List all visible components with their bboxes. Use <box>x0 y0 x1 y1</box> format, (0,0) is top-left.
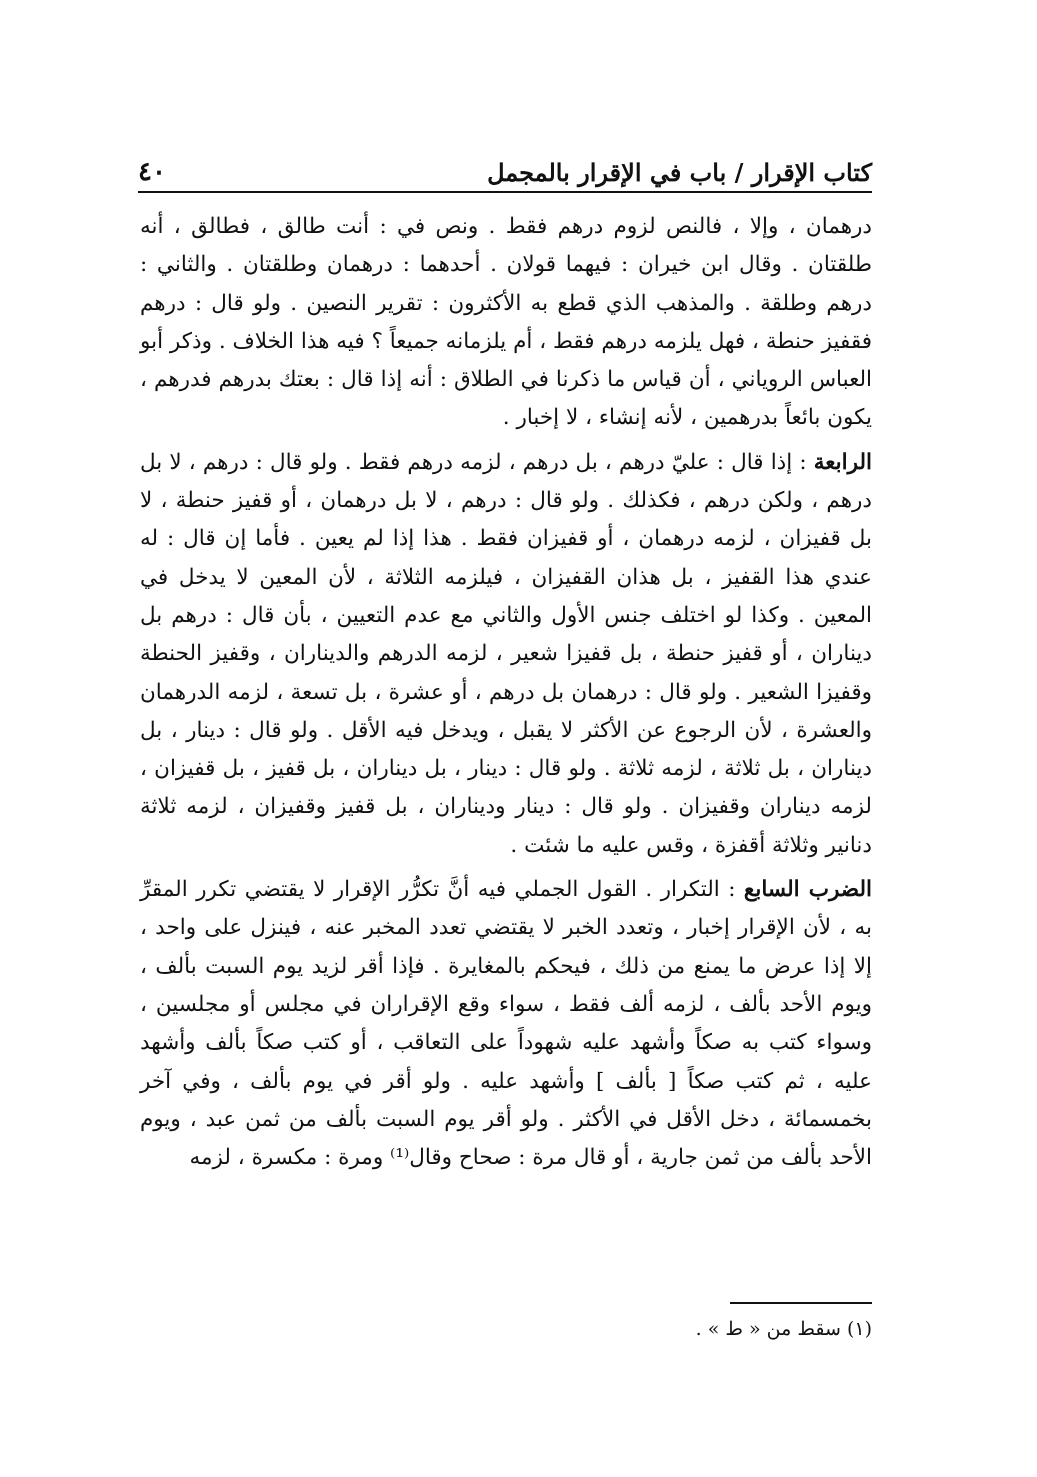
paragraph-lead: الرابعة <box>813 449 872 475</box>
paragraph-2 <box>140 444 872 865</box>
body-text <box>140 208 872 1177</box>
paragraph-text: : إذا قال : عليّ درهم ، بل درهم ، لزمه درهم فقط . ولو قال : درهم ، لا بل درهم ، ولكن درهم ، فكذلك . ولو قال : درهم ، لا بل درهمان ، أو قفيز حنطة ، لا بل قفيزان ، لزمه درهمان ، أو قفيزان فقط . هذا إذا لم يعين . فأما إن قال : له عندي هذا القفيز ، بل هذان القفيزان ، فيلزمه الثلاثة ، لأن المعين لا يدخل في المعين . وكذا لو اختلف جنس الأول والثاني مع عدم التعيين ، بأن قال : درهم بل ديناران ، أو قفيز حنطة ، بل قفيزا شعير ، لزمه الدرهم والديناران ، وقفيز الحنطة وقفيزا الشعير . ولو قال : درهمان بل درهم ، أو عشرة ، بل تسعة ، لزمه الدرهمان والعشرة ، لأن الرجوع عن الأكثر لا يقبل ، ويدخل فيه الأقل . ولو قال : دينار ، بل ديناران ، بل ثلاثة ، لزمه ثلاثة . ولو قال : دينار ، بل ديناران ، بل قفيز ، بل قفيزان ، لزمه ديناران وقفيزان . ولو قال : دينار وديناران ، بل قفيز وقفيزان ، لزمه ثلاثة دنانير وثلاثة أقفزة ، وقس عليه ما شئت . <box>140 449 872 858</box>
paragraph-3 <box>140 871 872 1177</box>
paragraph-text: : التكرار . القول الجملي فيه أنَّ تكرُّر الإقرار لا يقتضي تكرر المقرِّ به ، لأن الإقرار إخبار ، وتعدد الخبر لا يقتضي تعدد المخبر عنه ، فينزل على واحد ، إلا إذا عرض ما يمنع من ذلك ، فيحكم بالمغايرة . فإذا أقر لزيد يوم السبت بألف ، ويوم الأحد بألف ، لزمه ألف فقط ، سواء وقع الإقراران في مجلس أو مجلسين ، وسواء كتب به صكاً وأشهد عليه شهوداً على التعاقب ، أو كتب صكاً بألف وأشهد عليه ، ثم كتب صكاً [ بألف ] وأشهد عليه . ولو أقر في يوم بألف ، وفي آخر بخمسمائة ، دخل الأقل في الأكثر . ولو أقر يوم السبت بألف من ثمن عبد ، ويوم الأحد بألف من ثمن جارية ، أو قال مرة : صحاح وقال⁽¹⁾ ومرة : مكسرة ، لزمه <box>140 877 873 1171</box>
paragraph-1 <box>140 208 872 438</box>
paragraph-text: درهمان ، وإلا ، فالنص لزوم درهم فقط . ونص في : أنت طالق ، فطالق ، أنه طلقتان . وقال ابن خيران : فيهما قولان . أحدهما : درهمان وطلقتان . والثاني : درهم وطلقة . والمذهب الذي قطع به الأكثرون : تقرير النصين . ولو قال : درهم فقفيز حنطة ، فهل يلزمه درهم فقط ، أم يلزمانه جميعاً ؟ فيه هذا الخلاف . وذكر أبو العباس الروياني ، أن قياس ما ذكرنا في الطلاق : أنه إذا قال : بعتك بدرهم فدرهم ، يكون بائعاً بدرهمين ، لأنه إنشاء ، لا إخبار . <box>140 214 872 431</box>
footnote-divider <box>730 1302 872 1304</box>
page-number: ٤٠ <box>138 157 166 187</box>
running-title: كتاب الإقرار / باب في الإقرار بالمجمل <box>487 158 872 187</box>
paragraph-lead: الضرب السابع <box>743 877 872 903</box>
page-header <box>138 147 872 193</box>
footnote: (١) سقط من « ط » . <box>695 1318 872 1340</box>
